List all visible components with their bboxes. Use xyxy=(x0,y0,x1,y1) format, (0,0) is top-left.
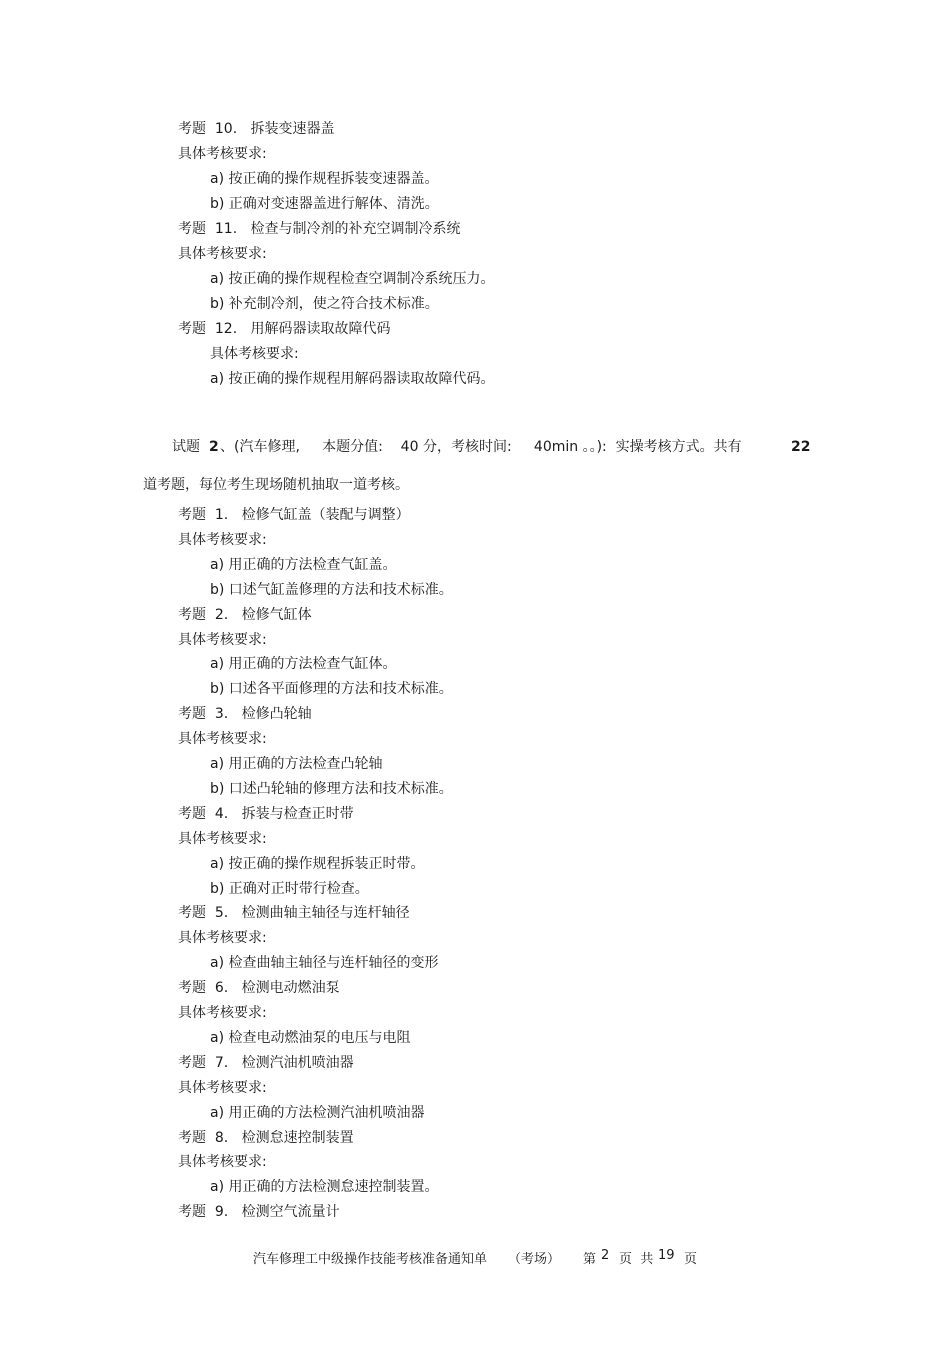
requirement-line: a) 检查电动燃油泵的电压与电阻 xyxy=(210,1029,411,1046)
requirement-line: a) 用正确的方法检查凸轮轴 xyxy=(210,756,383,772)
footer-page-prefix: 第 xyxy=(583,1252,597,1267)
exam-item-line: 考题 3. 检修凸轮轴 xyxy=(178,706,312,723)
heading-count: 22 xyxy=(791,439,811,455)
footer-venue: （考场） xyxy=(508,1252,561,1267)
requirement-line: b) 口述凸轮轴的修理方法和技术标准。 xyxy=(210,780,453,797)
exam-item-line: 具体考核要求: xyxy=(178,930,267,947)
requirement-line: a) 用正确的方法检查气缸体。 xyxy=(210,656,397,673)
requirement-line: a) 检查曲轴主轴径与连杆轴径的变形 xyxy=(210,955,439,972)
exam-item-line: 考题 5. 检测曲轴主轴径与连杆轴径 xyxy=(178,905,410,922)
exam-item-line: 考题 11. 检查与制冷剂的补充空调制冷系统 xyxy=(178,221,461,237)
exam-item-line: 考题 10. 拆装变速器盖 xyxy=(178,121,335,137)
footer-page-suffix: 页 xyxy=(684,1252,698,1267)
footer-page-mid: 页 共 xyxy=(619,1252,654,1267)
requirement-line: b) 口述各平面修理的方法和技术标准。 xyxy=(210,681,453,698)
exam-item-line: 考题 2. 检修气缸体 xyxy=(178,606,312,623)
requirement-line: a) 按正确的操作规程用解码器读取故障代码。 xyxy=(210,371,495,387)
exam-item-line: 具体考核要求: xyxy=(178,531,267,548)
heading-continuation: 道考题，每位考生现场随机抽取一道考核。 xyxy=(143,477,409,493)
requirement-line: a) 用正确的方法检测汽油机喷油器 xyxy=(210,1104,425,1121)
exam-item-line: 具体考核要求: xyxy=(178,146,267,162)
requirement-line: a) 按正确的操作规程拆装正时带。 xyxy=(210,855,425,872)
heading-description: 、(汽车修理, 本题分值: 40 分，考核时间: 40min 。。): 实操考核方式。共有 xyxy=(220,439,742,455)
requirement-line: 具体考核要求: xyxy=(210,346,299,362)
exam-item-line: 考题 7. 检测汽油机喷油器 xyxy=(178,1054,354,1071)
footer-total-pages: 19 xyxy=(658,1248,675,1263)
footer-title: 汽车修理工中级操作技能考核准备通知单 xyxy=(253,1252,488,1267)
exam-item-line: 考题 1. 检修气缸盖（装配与调整） xyxy=(178,507,410,523)
requirement-line: b) 补充制冷剂，使之符合技术标准。 xyxy=(210,296,439,312)
heading-prefix: 试题 xyxy=(172,439,200,455)
requirement-line: b) 正确对正时带行检查。 xyxy=(210,880,369,897)
exam-item-line: 具体考核要求: xyxy=(178,1079,267,1096)
exam-item-line: 具体考核要求: xyxy=(178,830,267,847)
exam-item-line: 具体考核要求: xyxy=(178,631,267,648)
exam-item-line: 具体考核要求: xyxy=(178,1005,267,1021)
exam-item-line: 具体考核要求: xyxy=(178,246,267,262)
exam-item-line: 具体考核要求: xyxy=(178,731,267,748)
heading-number: 2 xyxy=(209,439,219,455)
requirement-line: a) 按正确的操作规程拆装变速器盖。 xyxy=(210,171,439,187)
requirement-line: b) 口述气缸盖修理的方法和技术标准。 xyxy=(210,581,453,598)
exam-item-line: 考题 8. 检测怠速控制装置 xyxy=(178,1129,354,1146)
requirement-line: a) 用正确的方法检测怠速控制装置。 xyxy=(210,1179,439,1196)
exam-item-line: 考题 4. 拆装与检查正时带 xyxy=(178,805,354,822)
requirement-line: a) 用正确的方法检查气缸盖。 xyxy=(210,556,397,573)
exam-item-line: 考题 12. 用解码器读取故障代码 xyxy=(178,321,391,337)
requirement-line: a) 按正确的操作规程检查空调制冷系统压力。 xyxy=(210,271,495,287)
exam-item-line: 考题 6. 检测电动燃油泵 xyxy=(178,980,340,997)
requirement-line: b) 正确对变速器盖进行解体、清洗。 xyxy=(210,196,439,212)
footer-page-number: 2 xyxy=(601,1248,610,1263)
exam-item-line: 考题 9. 检测空气流量计 xyxy=(178,1204,340,1221)
exam-item-line: 具体考核要求: xyxy=(178,1154,267,1171)
